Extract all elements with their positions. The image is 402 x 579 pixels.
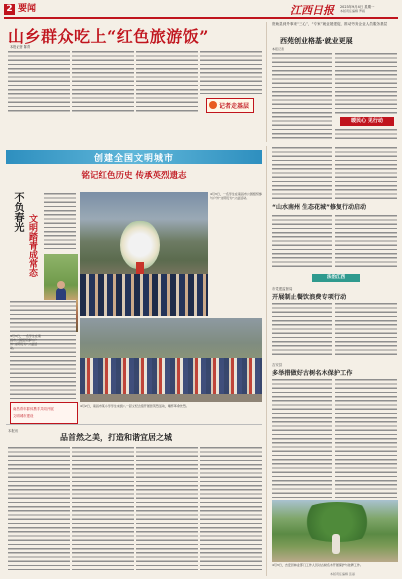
vertical-photo-caption: 4月3日，一名学生在南昌市公园组织参与户外“文明行为”公益活动。 (10, 334, 41, 350)
vertical-headline (10, 192, 26, 288)
story2-body-col1 (272, 302, 332, 358)
footer-text: 本版责任编辑 张丽 (330, 572, 355, 576)
parade-road (80, 394, 262, 402)
reporter-badge (206, 98, 254, 113)
bottom-rule (6, 424, 262, 425)
vertical-headline-2 (26, 214, 40, 300)
right-article-title: 西苑创业格基·就业更展 (280, 37, 353, 45)
bottom-article-title: 品首然之美，打造和谐宜居之城 (60, 432, 172, 442)
main-article-title: 山乡群众吃上“红色旅游饭” (8, 27, 209, 46)
story2-body-col2 (335, 302, 397, 358)
child-head (57, 281, 65, 289)
right-col-body-2 (335, 146, 397, 200)
story3-body-col1 (272, 378, 332, 498)
photo-caption: 4月2日，南昌市某小学学生来到八一起义纪念馆开展祭英烈活动，缅怀革命先烈。 (80, 404, 189, 408)
editor-line: 本版责任编辑 罗娟 (340, 9, 365, 13)
main-article-byline: 本报记者 陈青 (10, 45, 31, 49)
parade-people (80, 358, 262, 394)
story1-title: “山水南州 生态花城”修复行动启动 (272, 204, 366, 211)
page-number-badge: 2 (4, 4, 15, 15)
badge-text: 记者走基层 (219, 103, 250, 110)
story1-body-col2 (335, 214, 397, 270)
bottom-article-kicker: 本报讯 (8, 429, 19, 433)
right-article-body-col1 (272, 52, 332, 140)
left-column-body-top (44, 192, 76, 252)
date-line: 2023年9月4日 星期一 (340, 5, 375, 9)
main-article-body-col3 (136, 50, 198, 112)
promo-box (10, 402, 78, 424)
ancient-tree-photo (272, 500, 398, 562)
column-divider-2 (266, 146, 267, 576)
memorial-ceremony-photo (80, 192, 208, 316)
main-article-body-col2 (72, 50, 134, 112)
banner-subtitle: 铭记红色历史 传承英烈遗志 (81, 171, 187, 181)
promo-line1: 南昌青年群体携手共同开展 (13, 407, 54, 411)
story2-kicker: 市党建监督局 (272, 287, 293, 291)
ceremony-side-caption: 4月3日，一名学生在南昌市公园组织参与户外“文明行为”公益活动。 (210, 192, 262, 200)
right-article-body-col3 (335, 128, 397, 140)
column-divider-1 (266, 22, 267, 142)
parade-photo (80, 318, 262, 402)
badge-icon (209, 101, 217, 109)
story3-kicker: 吉安县 (272, 363, 283, 367)
right-article-byline: 本报记者 (272, 47, 285, 51)
civilization-banner (6, 150, 262, 186)
section-label: 要闻 (18, 4, 37, 14)
bottom-body-col4 (200, 446, 262, 570)
vertical-headline-line1: 不负春光 (12, 192, 23, 232)
story3-body-col2 (335, 378, 397, 498)
vertical-headline-line2: 文明踏青成常态 (27, 214, 37, 277)
bottom-body-col3 (136, 446, 198, 570)
right-col-body-1 (272, 146, 332, 200)
main-article-body-col4 (200, 50, 262, 94)
promo-line2: 文明城市建设 (13, 414, 34, 418)
masthead-logo: 江西日报 (290, 4, 334, 17)
bottom-body-col1 (8, 446, 70, 570)
banner-title: 创建全国文明城市 (93, 154, 174, 164)
right-tag: 暖民心 见行动 (340, 117, 394, 126)
header-rule (4, 17, 398, 19)
main-article-body-col1 (8, 50, 70, 112)
bottom-body-col2 (72, 446, 134, 570)
worker-figure (332, 534, 340, 554)
right-article-body-col2 (335, 52, 397, 114)
right-article-kicker: 资助县到外事来“三心”，“专家”就业援建促，推动劳务企业人员服务基层 (272, 22, 388, 26)
section-badge: 法治江西 (312, 274, 360, 282)
students-group (80, 274, 208, 316)
bottom-caption: 4月3日，吉安县林业部门工作人员对古树名木开展保护与挂牌工作。 (272, 563, 363, 567)
story2-title: 开展制止餐饮浪费专项行动 (272, 294, 347, 301)
story1-body-col1 (272, 214, 332, 270)
story3-title: 多举措做好古树名木保护工作 (272, 370, 353, 377)
